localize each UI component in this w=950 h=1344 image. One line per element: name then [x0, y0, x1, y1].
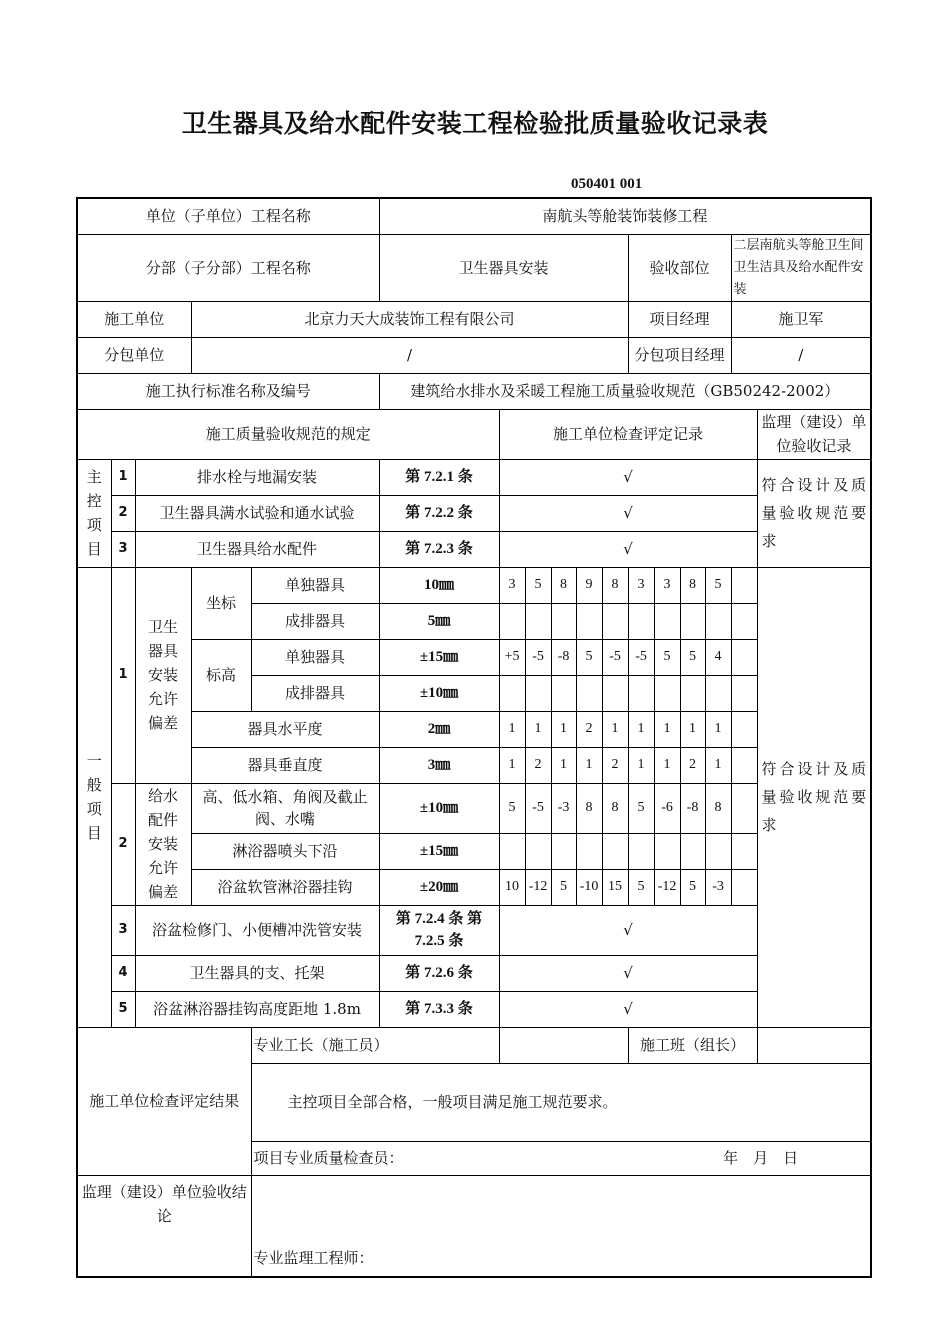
measure-cell	[654, 603, 680, 639]
team-label: 施工班（组长）	[628, 1027, 757, 1063]
unit-value: 南航头等舱装饰装修工程	[379, 198, 871, 234]
tol-item-name: 高、低水箱、角阀及截止阀、水嘴	[191, 783, 379, 833]
general-item-no: 2	[111, 783, 135, 905]
measure-cell	[525, 603, 551, 639]
general-item-no: 4	[111, 955, 135, 991]
tol-value: 5㎜	[379, 603, 499, 639]
measure-cell: 8	[602, 567, 628, 603]
measure-cell	[680, 603, 705, 639]
measure-cell: -5	[525, 783, 551, 833]
measure-cell: 5	[680, 869, 705, 905]
measure-cell: 1	[654, 747, 680, 783]
general-item2-category: 给水 配件 安装 允许 偏差	[135, 783, 191, 905]
unit-label: 单位（子单位）工程名称	[77, 198, 379, 234]
tol-item-name: 器具垂直度	[191, 747, 379, 783]
measure-cell: -8	[680, 783, 705, 833]
team-value	[757, 1027, 871, 1063]
measure-cell	[551, 675, 576, 711]
tol-item-name: 器具水平度	[191, 711, 379, 747]
measure-cell: -5	[602, 639, 628, 675]
contractor-value: 北京力天大成装饰工程有限公司	[191, 301, 628, 337]
measure-cell: 1	[628, 747, 654, 783]
measure-cell: 1	[654, 711, 680, 747]
measure-cell: 8	[705, 783, 731, 833]
measure-cell: 2	[576, 711, 602, 747]
main-item-clause: 第 7.2.3 条	[379, 531, 499, 567]
main-item-result: √	[499, 495, 757, 531]
measure-cell: 1	[705, 711, 731, 747]
measure-cell: -12	[654, 869, 680, 905]
standard-label: 施工执行标准名称及编号	[77, 373, 379, 409]
standard-value: 建筑给水排水及采暖工程施工质量验收规范（GB50242-2002）	[379, 373, 871, 409]
measure-cell: 10	[499, 869, 525, 905]
measure-cell	[499, 833, 525, 869]
measure-cell	[731, 639, 757, 675]
measure-cell: -12	[525, 869, 551, 905]
measure-cell	[731, 675, 757, 711]
measure-cell	[525, 833, 551, 869]
main-item-clause: 第 7.2.2 条	[379, 495, 499, 531]
measure-cell: 1	[576, 747, 602, 783]
measure-cell	[525, 675, 551, 711]
general-item-clause: 第 7.3.3 条	[379, 991, 499, 1027]
measure-cell: 1	[602, 711, 628, 747]
inspector-label: 项目专业质量检查员：	[253, 1149, 404, 1167]
tol-value: 2㎜	[379, 711, 499, 747]
measure-cell: 5	[551, 869, 576, 905]
main-supervise-result: 符合设计及质量验收规范要求	[757, 459, 871, 567]
accept-part-value: 二层南航头等舱卫生间卫生洁具及给水配件安装	[731, 234, 871, 301]
measure-cell: 5	[628, 869, 654, 905]
measure-cell	[680, 833, 705, 869]
measure-cell	[654, 675, 680, 711]
sub-pm-label: 分包项目经理	[628, 337, 731, 373]
main-item-no: 1	[111, 459, 135, 495]
measure-cell	[705, 833, 731, 869]
general-item-no: 1	[111, 567, 135, 783]
measure-cell	[551, 833, 576, 869]
measure-cell: -3	[551, 783, 576, 833]
measure-cell: 3	[499, 567, 525, 603]
general-item-no: 3	[111, 905, 135, 955]
tol-value: ±20㎜	[379, 869, 499, 905]
measure-cell	[499, 603, 525, 639]
measure-cell	[731, 711, 757, 747]
measure-cell	[576, 675, 602, 711]
measure-cell: 5	[705, 567, 731, 603]
conclusion-label: 监理（建设）单位验收结论	[77, 1175, 251, 1277]
accept-part-label: 验收部位	[628, 234, 731, 301]
general-item-name: 卫生器具的支、托架	[135, 955, 379, 991]
measure-cell: +5	[499, 639, 525, 675]
form-code: 050401 001	[571, 176, 643, 192]
main-item-result: √	[499, 531, 757, 567]
result-text: 主控项目全部合格，一般项目满足施工规范要求。	[251, 1063, 871, 1141]
measure-cell: 3	[654, 567, 680, 603]
measure-cell: 5	[628, 783, 654, 833]
measure-cell	[602, 603, 628, 639]
tol-item-name: 成排器具	[251, 603, 379, 639]
measure-cell: -3	[705, 869, 731, 905]
general-item-no: 5	[111, 991, 135, 1027]
inspection-form	[76, 197, 872, 1278]
measure-cell: -5	[628, 639, 654, 675]
main-group-label: 主 控 项 目	[77, 459, 111, 567]
elev-label: 标高	[191, 639, 251, 711]
measure-cell: 5	[499, 783, 525, 833]
tol-item-name: 单独器具	[251, 567, 379, 603]
measure-cell: 1	[551, 747, 576, 783]
measure-cell	[731, 783, 757, 833]
measure-cell: 8	[576, 783, 602, 833]
tol-value: ±15㎜	[379, 639, 499, 675]
measure-cell	[551, 603, 576, 639]
measure-cell	[628, 833, 654, 869]
measure-cell	[499, 675, 525, 711]
division-label: 分部（子分部）工程名称	[77, 234, 379, 301]
general-item-result: √	[499, 991, 757, 1027]
measure-cell: 5	[680, 639, 705, 675]
measure-cell: 4	[705, 639, 731, 675]
measure-cell: 1	[499, 747, 525, 783]
tol-value: 3㎜	[379, 747, 499, 783]
main-item-no: 2	[111, 495, 135, 531]
pm-value: 施卫军	[731, 301, 871, 337]
measure-cell: 8	[551, 567, 576, 603]
measure-cell	[731, 603, 757, 639]
general-item-clause: 第 7.2.6 条	[379, 955, 499, 991]
foreman-label: 专业工长（施工员）	[251, 1027, 499, 1063]
measure-cell	[705, 675, 731, 711]
measure-cell: 1	[525, 711, 551, 747]
tol-item-name: 单独器具	[251, 639, 379, 675]
measure-cell	[654, 833, 680, 869]
measure-cell	[602, 833, 628, 869]
foreman-value	[499, 1027, 628, 1063]
result-label: 施工单位检查评定结果	[77, 1027, 251, 1175]
spec-heading: 施工质量验收规范的规定	[77, 409, 499, 459]
measure-cell: 1	[705, 747, 731, 783]
general-item-name: 浴盆淋浴器挂钩高度距地 1.8m	[135, 991, 379, 1027]
general-item-name: 浴盆检修门、小便槽冲洗管安装	[135, 905, 379, 955]
tol-item-name: 浴盆软管淋浴器挂钩	[191, 869, 379, 905]
measure-cell: 3	[628, 567, 654, 603]
inspector-row	[251, 1141, 871, 1175]
measure-cell: -8	[551, 639, 576, 675]
measure-cell: 9	[576, 567, 602, 603]
measure-cell: 1	[680, 711, 705, 747]
coord-label: 坐标	[191, 567, 251, 639]
general-item-result: √	[499, 955, 757, 991]
measure-cell: -6	[654, 783, 680, 833]
main-item-name: 卫生器具满水试验和通水试验	[135, 495, 379, 531]
main-item-result: √	[499, 459, 757, 495]
measure-cell: 8	[680, 567, 705, 603]
measure-cell: 5	[525, 567, 551, 603]
measure-cell: 8	[602, 783, 628, 833]
measure-cell: 15	[602, 869, 628, 905]
tol-item-name: 淋浴器喷头下沿	[191, 833, 379, 869]
measure-cell: 2	[602, 747, 628, 783]
general-item-clause: 第 7.2.4 条 第 7.2.5 条	[379, 905, 499, 955]
measure-cell	[731, 567, 757, 603]
main-item-clause: 第 7.2.1 条	[379, 459, 499, 495]
measure-cell	[731, 747, 757, 783]
measure-cell: -5	[525, 639, 551, 675]
engineer-label: 专业监理工程师：	[251, 1175, 871, 1277]
sub-value: /	[191, 337, 628, 373]
measure-cell: 5	[654, 639, 680, 675]
measure-cell	[628, 675, 654, 711]
measure-cell: 2	[680, 747, 705, 783]
sub-label: 分包单位	[77, 337, 191, 373]
measure-cell	[576, 833, 602, 869]
measure-cell	[731, 869, 757, 905]
measure-cell: 1	[628, 711, 654, 747]
tol-item-name: 成排器具	[251, 675, 379, 711]
measure-cell: 1	[499, 711, 525, 747]
measure-cell	[680, 675, 705, 711]
main-item-name: 卫生器具给水配件	[135, 531, 379, 567]
measure-cell: 2	[525, 747, 551, 783]
measure-cell	[628, 603, 654, 639]
check-heading: 施工单位检查评定记录	[499, 409, 757, 459]
measure-cell: 1	[551, 711, 576, 747]
general-item-result: √	[499, 905, 757, 955]
general-item1-category: 卫生 器具 安装 允许 偏差	[135, 567, 191, 783]
supervise-heading: 监理（建设）单位验收记录	[757, 409, 871, 459]
measure-cell	[576, 603, 602, 639]
tol-value: ±15㎜	[379, 833, 499, 869]
measure-cell	[731, 833, 757, 869]
general-supervise-result: 符合设计及质量验收规范要求	[757, 567, 871, 1027]
page-title: 卫生器具及给水配件安装工程检验批质量验收记录表	[181, 109, 769, 138]
tol-value: 10㎜	[379, 567, 499, 603]
division-value: 卫生器具安装	[379, 234, 628, 301]
date-label: 年 月 日	[723, 1149, 799, 1167]
tol-value: ±10㎜	[379, 783, 499, 833]
main-item-name: 排水栓与地漏安装	[135, 459, 379, 495]
main-item-no: 3	[111, 531, 135, 567]
measure-cell: 5	[576, 639, 602, 675]
measure-cell	[602, 675, 628, 711]
sub-pm-value: /	[731, 337, 871, 373]
contractor-label: 施工单位	[77, 301, 191, 337]
pm-label: 项目经理	[628, 301, 731, 337]
measure-cell: -10	[576, 869, 602, 905]
general-group-label: 一 般 项 目	[77, 567, 111, 1027]
tol-value: ±10㎜	[379, 675, 499, 711]
measure-cell	[705, 603, 731, 639]
